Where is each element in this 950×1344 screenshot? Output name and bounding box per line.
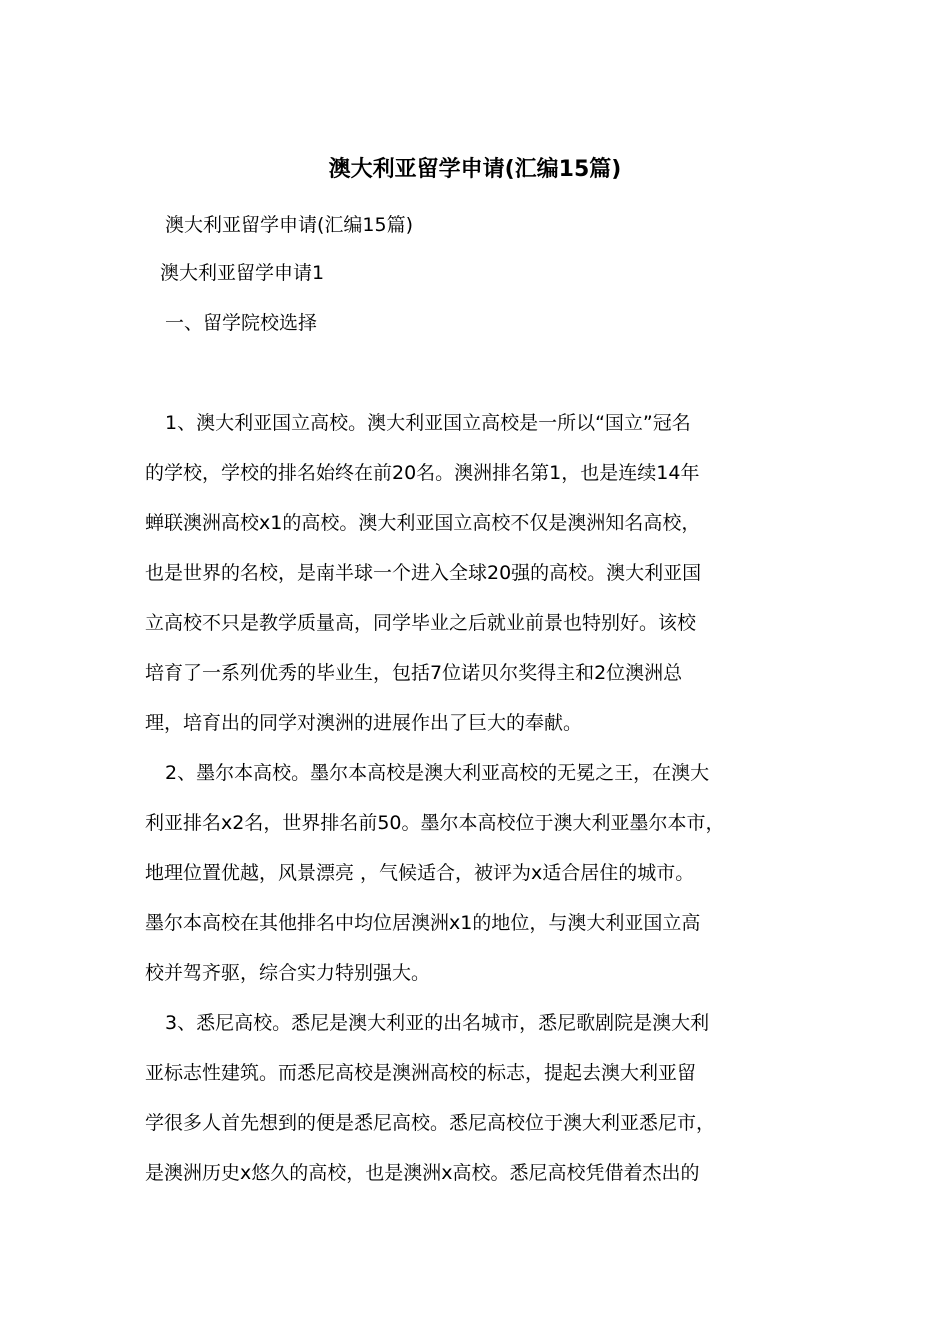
subsection-heading: 一、留学院校选择 [165,312,318,334]
body-line: 地理位置优越，风景漂亮 ，气候适合，被评为x适合居住的城市。 [145,862,695,884]
body-line: 是澳洲历史x悠久的高校，也是澳洲x高校。悉尼高校凭借着杰出的 [145,1162,700,1184]
body-line: 理，培育出的同学对澳洲的进展作出了巨大的奉献。 [145,712,583,734]
body-line: 亚标志性建筑。而悉尼高校是澳洲高校的标志，提起去澳大利亚留 [145,1062,697,1084]
body-line: 立高校不只是教学质量高，同学毕业之后就业前景也特别好。该校 [145,612,697,634]
body-line: 3、悉尼高校。悉尼是澳大利亚的出名城市，悉尼歌剧院是澳大利 [165,1012,710,1034]
body-line: 2、墨尔本高校。墨尔本高校是澳大利亚高校的无冕之王，在澳大 [165,762,710,784]
document-subtitle: 澳大利亚留学申请(汇编15篇) [165,214,414,236]
document-title: 澳大利亚留学申请(汇编15篇) [328,157,622,182]
body-line: 蝉联澳洲高校x1的高校。澳大利亚国立高校不仅是澳洲知名高校， [145,512,701,534]
body-line: 也是世界的名校，是南半球一个进入全球20强的高校。澳大利亚国 [145,562,702,584]
body-text [145,405,810,1205]
section-heading: 澳大利亚留学申请1 [160,262,325,284]
body-line: 校并驾齐驱，综合实力特别强大。 [145,962,431,984]
body-line: 利亚排名x2名，世界排名前50。墨尔本高校位于澳大利亚墨尔本市， [145,812,725,834]
body-line: 的学校，学校的排名始终在前20名。澳洲排名第1，也是连续14年 [145,462,700,484]
body-line: 1、澳大利亚国立高校。澳大利亚国立高校是一所以“国立”冠名 [165,412,691,434]
body-line: 学很多人首先想到的便是悉尼高校。悉尼高校位于澳大利亚悉尼市， [145,1112,716,1134]
body-line: 墨尔本高校在其他排名中均位居澳洲x1的地位，与澳大利亚国立高 [145,912,701,934]
body-line: 培育了一系列优秀的毕业生，包括7位诺贝尔奖得主和2位澳洲总 [145,662,683,684]
